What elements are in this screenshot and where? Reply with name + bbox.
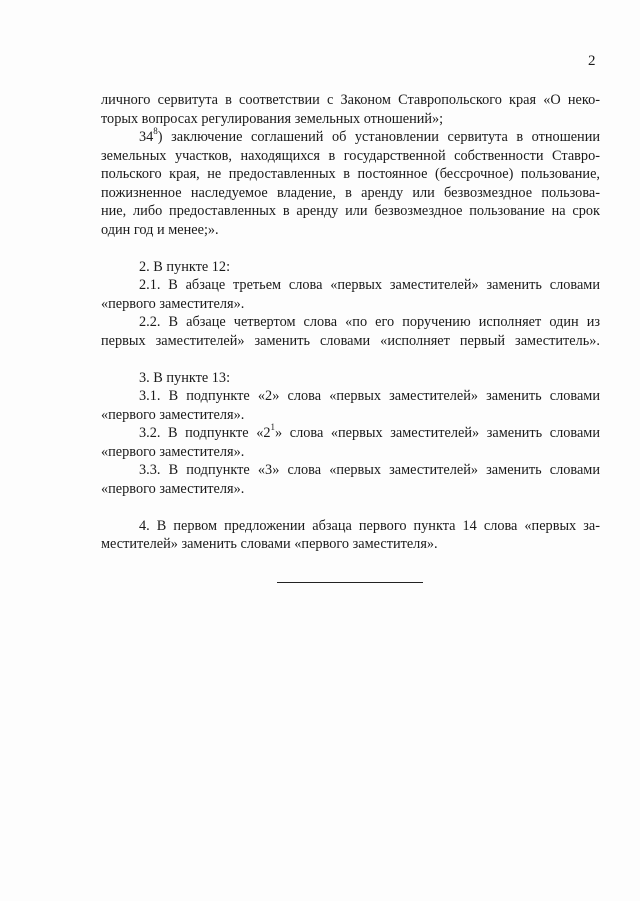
item-number: 34 xyxy=(139,129,154,145)
section-heading: 3. В пункте 13: xyxy=(139,369,231,386)
text-line: первых заместителей» заменить словами «исполняет первый заместитель». xyxy=(101,332,600,349)
text-fragment: » слова «первых заместителей» заменить словами xyxy=(275,425,600,441)
text-line: пожизненное наследуемое владение, в аренду или безвозмездное пользова- xyxy=(101,184,600,201)
paragraph-gap xyxy=(101,239,600,258)
text-line: земельных участков, находящихся в государственной собственности Ставро- xyxy=(101,147,600,164)
superscript: 8 xyxy=(153,126,158,137)
paragraph-gap xyxy=(101,350,600,369)
document-body xyxy=(101,91,600,554)
text-line: «первого заместителя». xyxy=(101,443,245,460)
text-line: 2.1. В абзаце третьем слова «первых заместителей» заменить словами xyxy=(139,277,600,293)
section-heading: 2. В пункте 12: xyxy=(139,258,231,275)
page-number: 2 xyxy=(588,53,596,69)
text-line: «первого заместителя». xyxy=(101,295,245,312)
text-line: личного сервитута в соответствии с Законом Ставропольского края «О неко- xyxy=(101,92,600,108)
text-line: «первого заместителя». xyxy=(101,480,245,497)
text-fragment: 3.2. В подпункте «2 xyxy=(139,425,271,441)
text-line: 2.2. В абзаце четвертом слова «по его поручению исполняет один из xyxy=(139,314,600,330)
end-rule xyxy=(277,582,423,583)
text-line: торых вопросах регулирования земельных отношений»; xyxy=(101,110,444,127)
paragraph-gap xyxy=(101,498,600,517)
text-fragment: ) заключение соглашений об установлении сервитута в отношении xyxy=(157,129,600,145)
text-line: ние, либо предоставленных в аренду или безвозмездное пользование на срок xyxy=(101,203,600,219)
text-line: польского края, не предоставленных в постоянное (бессрочное) пользование, xyxy=(101,166,600,182)
section-2 xyxy=(101,258,600,351)
paragraph-34-8 xyxy=(101,128,600,239)
text-line: местителей» заменить словами «первого заместителя». xyxy=(101,536,438,552)
text-line: 3.1. В подпункте «2» слова «первых заместителей» заменить словами xyxy=(139,388,600,404)
text-line xyxy=(101,128,600,147)
section-4 xyxy=(101,517,600,554)
paragraph-continuation xyxy=(101,91,600,128)
text-line xyxy=(101,424,600,443)
superscript: 1 xyxy=(270,422,276,433)
text-line: один год и менее;». xyxy=(101,221,219,238)
section-3 xyxy=(101,369,600,499)
text-line: «первого заместителя». xyxy=(101,406,245,423)
text-line: 3.3. В подпункте «3» слова «первых заместителей» заменить словами xyxy=(139,462,600,478)
text-line: 4. В первом предложении абзаца первого пункта 14 слова «первых за- xyxy=(139,517,600,534)
